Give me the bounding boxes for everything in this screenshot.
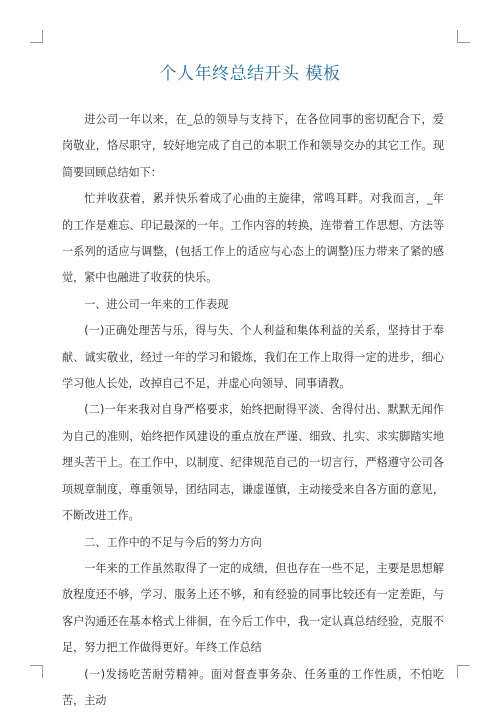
crop-mark-bottom-right [457,665,470,678]
document-title: 个人年终总结开头 模板 [159,64,341,84]
section-heading-2: 二、工作中的不足与今后的努力方向 [84,535,262,549]
crop-mark-bottom-left [30,665,43,678]
crop-mark-top-right [457,30,470,43]
document-body [62,107,444,714]
paragraph-shortcomings: 一年来的工作虽然取得了一定的成绩，但也存在一些不足，主要是思想解放程度还不够，学习、服务上还不够，和有经验的同事比较还有一定差距，与客户沟通还在基本格式上徘徊，在今后工作中，我一定认真总结经验，克服不足，努力把工作做得更好。年终工作总结 [62,561,444,655]
crop-mark-top-left [30,30,43,43]
paragraph-busy-harvest: 忙并收获着，累并快乐着成了心曲的主旋律，常鸣耳畔。对我而言，_年的工作是难忘、印记最深的一年。工作内容的转换，连带着工作思想、方法等一系列的适应与调整，(包括工作上的适应与心态上的调整)压力带来了紧的感觉，紧中也融进了收获的快乐。 [62,192,444,285]
paragraph-intro: 进公司一年以来，在_总的领导与支持下，在各位同事的密切配合下，爱岗敬业，恪尽职守，较好地完成了自己的本职工作和领导交办的其它工作。现简要回顾总结如下： [62,113,444,179]
section-heading-1: 一、进公司一年来的工作表现 [84,297,229,311]
paragraph-point-1: (一)正确处理苦与乐，得与失、个人利益和集体利益的关系，坚持甘于奉献、诚实敬业，经过一年的学习和锻炼，我们在工作上取得一定的进步，细心学习他人长处，改掉自己不足，并虚心向领导、同事请教。 [62,324,444,391]
paragraph-spirit: (一)发扬吃苦耐劳精神。面对督查事务杂、任务重的工作性质，不怕吃苦，主动 [62,667,444,707]
paragraph-point-2: (二)一年来我对自身严格要求，始终把耐得平淡、舍得付出、默默无闻作为自己的准则，始终把作风建设的重点放在严谨、细致、扎实、求实脚踏实地埋头苦干上。在工作中，以制度、纪律规范自己的一切言行，严格遵守公司各项规章制度，尊重领导，团结同志，谦虚谨慎，主动接受来自各方面的意见，不断改进工作。 [62,403,444,523]
